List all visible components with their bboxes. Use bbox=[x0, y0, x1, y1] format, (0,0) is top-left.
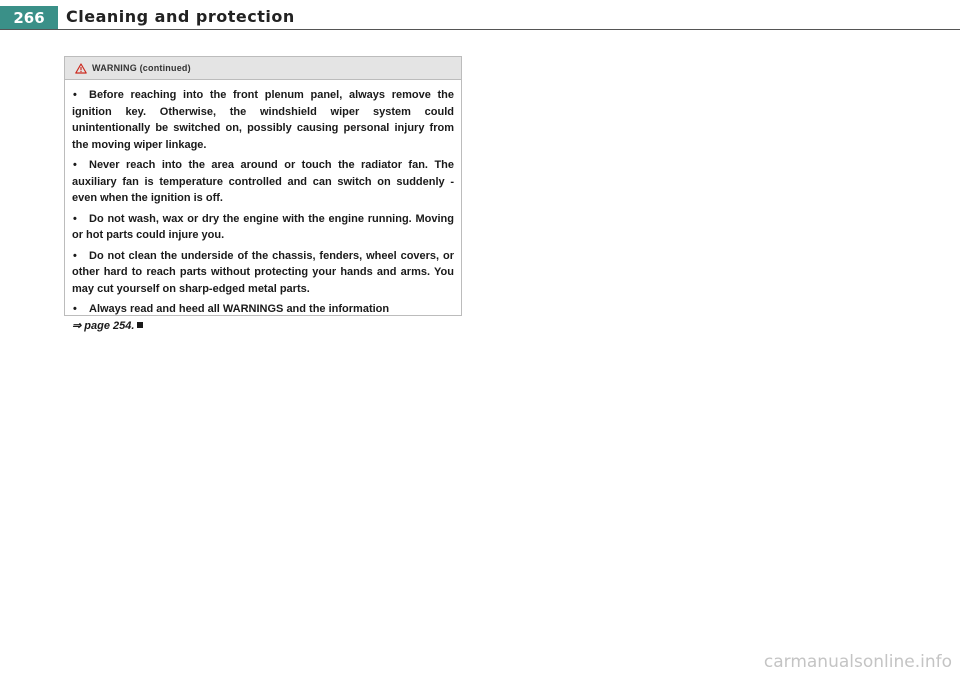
bullet-icon: • bbox=[73, 303, 77, 315]
warning-header bbox=[65, 57, 461, 80]
bullet-icon: • bbox=[73, 249, 77, 262]
warning-item: • Do not wash, wax or dry the engine with the engine running. Moving or hot parts could injure you. bbox=[72, 212, 454, 241]
warning-triangle-icon bbox=[75, 63, 87, 74]
section-title: Cleaning and protection bbox=[66, 7, 295, 26]
warning-item: • Do not clean the underside of the chassis, fenders, wheel covers, or other hard to reach parts without protecting your hands and arms. You may cut yourself on sharp-edged metal parts. bbox=[72, 249, 454, 295]
warning-box bbox=[64, 56, 462, 332]
bullet-icon: • bbox=[73, 212, 77, 225]
page-reference[interactable] bbox=[72, 318, 454, 334]
bullet-icon: • bbox=[73, 159, 77, 171]
warning-body bbox=[65, 80, 461, 334]
header-divider bbox=[0, 29, 960, 30]
page-header bbox=[0, 0, 960, 30]
warning-item: • Before reaching into the front plenum panel, always remove the ignition key. Otherwise, the windshield wiper system could unintentionally be switched on, possibly causing personal injury from the moving wiper linkage. bbox=[72, 89, 454, 151]
warning-item: • Never reach into the area around or touch the radiator fan. The auxiliary fan is temperature controlled and can switch on suddenly - even when the ignition is off. bbox=[72, 159, 454, 204]
warning-title: WARNING (continued) bbox=[92, 63, 191, 73]
reference-page-link[interactable]: page 254. bbox=[84, 319, 135, 332]
warning-item-last: • Always read and heed all WARNINGS and the information bbox=[72, 301, 454, 318]
end-of-section-icon bbox=[137, 322, 143, 328]
watermark: carmanualsonline.info bbox=[763, 652, 952, 672]
bullet-icon: • bbox=[73, 89, 77, 101]
page-number: 266 bbox=[0, 6, 58, 30]
reference-arrow-icon: ⇒ bbox=[72, 319, 82, 332]
